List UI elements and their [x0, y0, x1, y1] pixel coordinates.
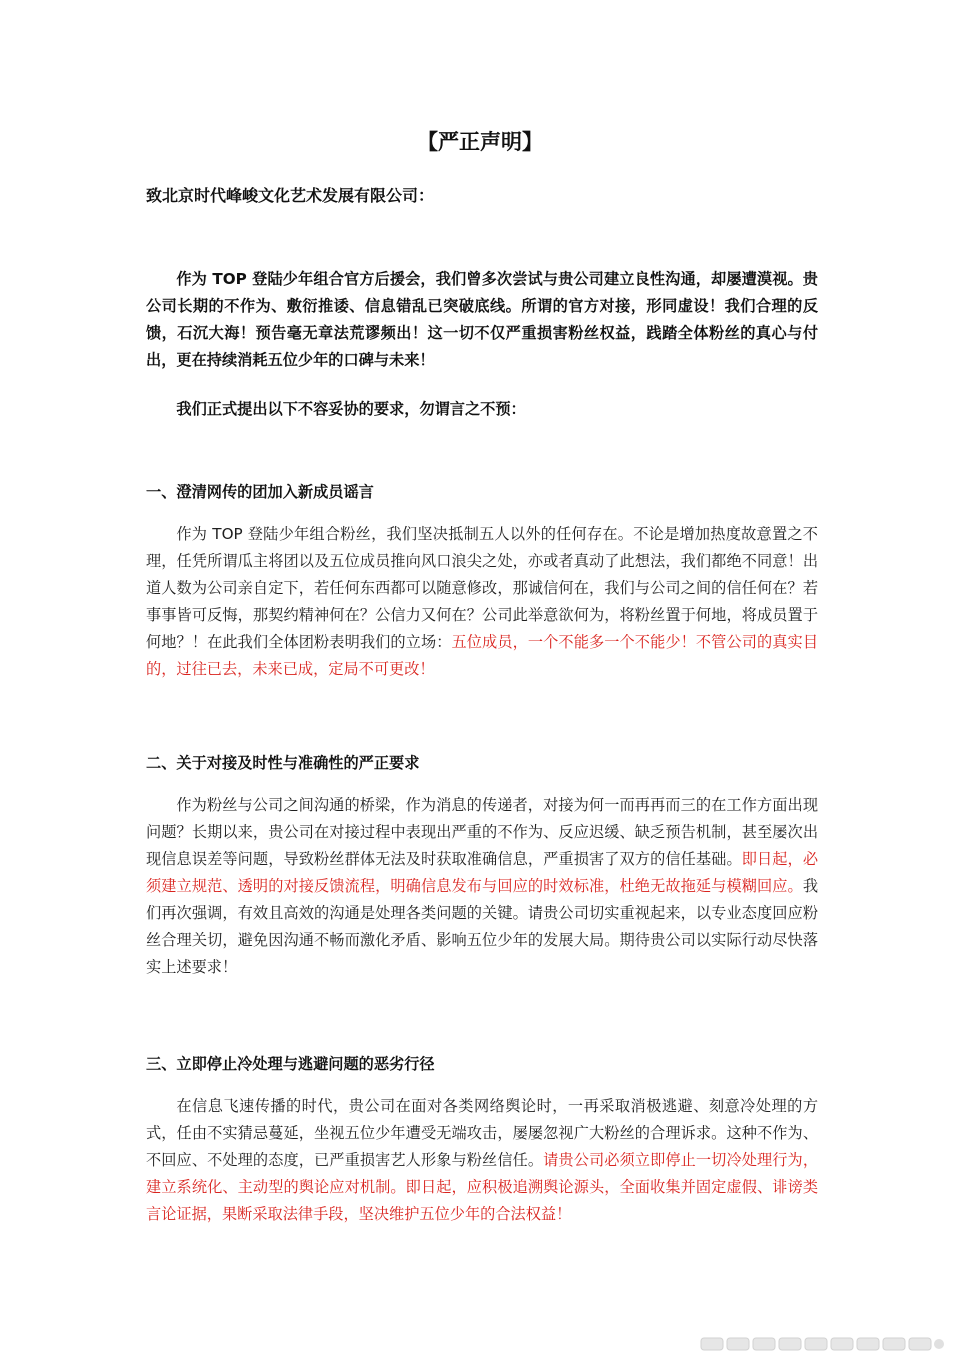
platform-watermark-icon — [700, 1335, 946, 1353]
section-2-text: 作为粉丝与公司之间沟通的桥梁，作为消息的传递者，对接为何一而再再而三的在工作方面出现问题？长期以来，贵公司在对接过程中表现出严重的不作为、反应迟缓、缺乏预告机制，甚至屡次出现信息误差等问题，导致粉丝群体无法及时获取准确信息，严重损害了双方的信任基础。 — [146, 796, 818, 868]
section-2-body — [146, 792, 818, 981]
section-3-heading: 三、立即停止冷处理与逃避问题的恶劣行径 — [146, 1055, 435, 1073]
document-title: 【严正声明】 — [417, 130, 543, 154]
section-1-body — [146, 521, 818, 683]
addressee-line: 致北京时代峰峻文化艺术发展有限公司： — [146, 186, 435, 205]
section-3-body — [146, 1093, 818, 1228]
section-2-heading: 二、关于对接及时性与准确性的严正要求 — [146, 754, 420, 772]
section-2-tail: 我们再次强调，有效且高效的沟通是处理各类问题的关键。请贵公司切实重视起来，以专业态度回应粉丝合理关切，避免因沟通不畅而激化矛盾、影响五位少年的发展大局。期待贵公司以实际行动尽快落实上述要求！ — [146, 877, 818, 976]
section-1-emphasis: 五位成员，一个不能多一个不能少！不管公司的真实目的，过往已去，未来已成，定局不可更改！ — [146, 633, 819, 678]
section-1-heading: 一、澄清网传的团加入新成员谣言 — [146, 483, 374, 501]
section-3-emphasis: 请贵公司必须立即停止一切冷处理行为，建立系统化、主动型的舆论应对机制。即日起，应积极追溯舆论源头，全面收集并固定虚假、诽谤类言论证据，果断采取法律手段，坚决维护五位少年的合法权益！ — [146, 1151, 819, 1223]
section-1-text: 作为 TOP 登陆少年组合粉丝，我们坚决抵制五人以外的任何存在。不论是增加热度故意置之不理，任凭所谓瓜主将团以及五位成员推向风口浪尖之处，亦或者真动了此想法，我们都绝不同意！出道人数为公司亲自定下，若任何东西都可以随意修改，那诚信何在，我们与公司之间的信任何在？若事事皆可反悔，那契约精神何在？公信力又何在？公司此举意欲何为，将粉丝置于何地，将成员置于何地？！在此我们全体团粉表明我们的立场： — [146, 525, 818, 651]
intro-paragraph: 作为 TOP 登陆少年组合官方后援会，我们曾多次尝试与贵公司建立良性沟通，却屡遭漠视。贵公司长期的不作为、敷衍推诿、信息错乱已突破底线。所谓的官方对接，形同虚设！我们合理的反馈，石沉大海！预告毫无章法荒谬频出！这一切不仅严重损害粉丝权益，践踏全体粉丝的真心与付出，更在持续消耗五位少年的口碑与未来！ — [146, 270, 818, 369]
section-3-text: 在信息飞速传播的时代，贵公司在面对各类网络舆论时，一再采取消极逃避、刻意冷处理的方式，任由不实猜忌蔓延，坐视五位少年遭受无端攻击，屡屡忽视广大粉丝的合理诉求。这种不作为、不回应、不处理的态度，已严重损害艺人形象与粉丝信任。 — [146, 1097, 818, 1169]
section-2-emphasis: 即日起，必须建立规范、透明的对接反馈流程，明确信息发布与回应的时效标准，杜绝无故拖延与模糊回应。 — [146, 850, 819, 895]
demands-intro: 我们正式提出以下不容妥协的要求，勿谓言之不预： — [176, 400, 526, 418]
